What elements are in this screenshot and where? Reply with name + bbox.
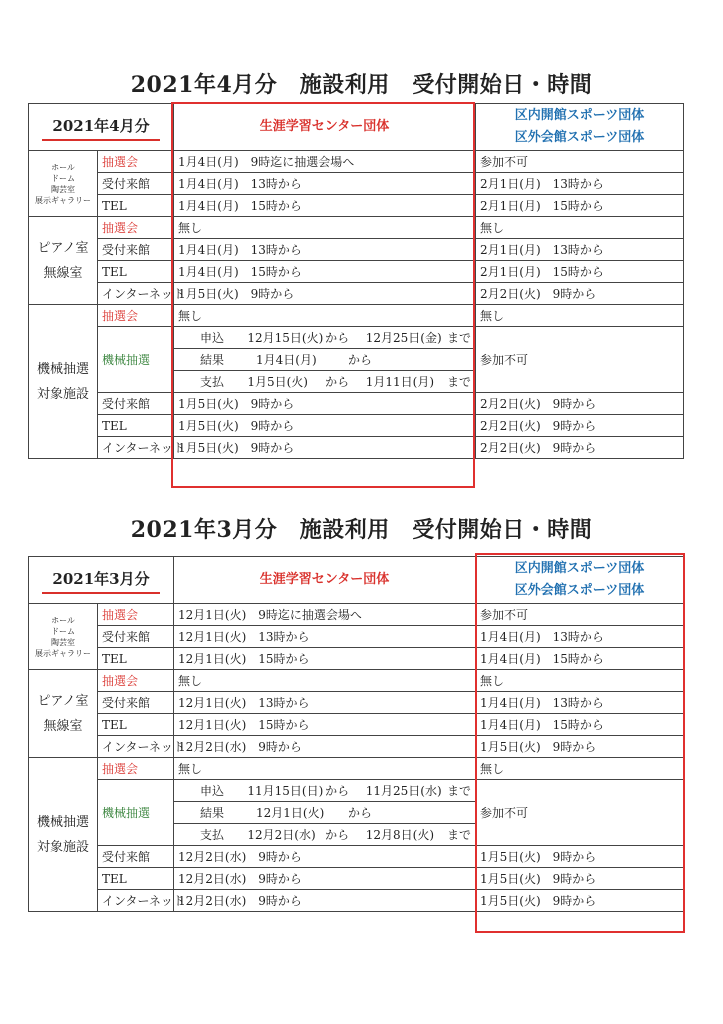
machine-step-label: 申込 [200, 784, 225, 798]
table-row [29, 239, 684, 261]
table-row [29, 195, 684, 217]
method-cell: 抽選会 [98, 151, 174, 173]
table-row [29, 846, 684, 868]
method-cell: 抽選会 [98, 604, 174, 626]
machine-step-from: から [325, 828, 350, 842]
center-schedule-cell: 12月1日(火) 13時から [174, 692, 476, 714]
machine-step-until: まで [446, 331, 471, 345]
method-cell: 抽選会 [98, 217, 174, 239]
center-group-header: 生涯学習センター団体 [174, 557, 476, 604]
method-cell: 抽選会 [98, 758, 174, 780]
center-schedule-cell: 無し [174, 305, 476, 327]
machine-step-from: から [325, 375, 350, 389]
table-row [29, 780, 684, 802]
machine-step-date: 12月8日(火) [365, 828, 435, 842]
machine-step-until: まで [446, 375, 471, 389]
sports-schedule-cell: 1月5日(火) 9時から [476, 890, 684, 912]
center-schedule-cell: 1月5日(火) 9時から [174, 283, 476, 305]
center-schedule-cell: 1月5日(火) 9時から [174, 393, 476, 415]
machine-schedule-cell [174, 824, 476, 846]
sports-schedule-cell: 2月2日(火) 9時から [476, 283, 684, 305]
facility-label-line: 展示ギャラリー [35, 648, 91, 658]
method-cell-machine: 機械抽選 [98, 327, 174, 393]
table-row [29, 670, 684, 692]
method-cell: インターネット [98, 283, 174, 305]
method-cell: TEL [98, 261, 174, 283]
sports-schedule-cell: 参加不可 [476, 780, 684, 846]
center-schedule-cell: 1月4日(月) 13時から [174, 239, 476, 261]
machine-schedule-cell [174, 349, 476, 371]
table-row [29, 437, 684, 459]
sports-header-line-1: 区内開館スポーツ団体 [514, 561, 645, 576]
center-schedule-cell: 12月1日(火) 15時から [174, 714, 476, 736]
sports-header-line-2: 区外会館スポーツ団体 [514, 130, 645, 145]
sports-schedule-cell: 参加不可 [476, 604, 684, 626]
machine-step-date: 11月25日(水) [365, 784, 442, 798]
method-cell: 抽選会 [98, 670, 174, 692]
center-schedule-cell: 1月4日(月) 13時から [174, 173, 476, 195]
sports-schedule-cell: 参加不可 [476, 151, 684, 173]
sports-schedule-cell: 2月2日(火) 9時から [476, 415, 684, 437]
table-row [29, 692, 684, 714]
facility-label-line: 対象施設 [36, 839, 89, 855]
machine-step-from: から [348, 806, 373, 820]
sports-schedule-cell: 参加不可 [476, 327, 684, 393]
machine-step-from: から [325, 784, 350, 798]
sports-schedule-cell: 1月4日(月) 13時から [476, 626, 684, 648]
machine-step-label: 支払 [200, 828, 225, 842]
center-schedule-cell: 1月4日(月) 15時から [174, 195, 476, 217]
sports-schedule-cell: 無し [476, 758, 684, 780]
table-row [29, 283, 684, 305]
center-schedule-cell: 無し [174, 758, 476, 780]
center-schedule-cell: 12月1日(火) 9時迄に抽選会場へ [174, 604, 476, 626]
table-row [29, 758, 684, 780]
facility-label-machine [29, 758, 98, 912]
machine-schedule-cell [174, 371, 476, 393]
machine-step-date: 12月2日(水) [247, 828, 316, 842]
machine-step-date: 12月25日(金) [365, 331, 442, 345]
sports-group-header [476, 104, 684, 151]
sports-schedule-cell: 2月2日(火) 9時から [476, 437, 684, 459]
month-label-cell [29, 104, 174, 151]
table-row [29, 604, 684, 626]
machine-step-label: 支払 [200, 375, 225, 389]
method-cell-machine: 機械抽選 [98, 780, 174, 846]
section1-title: 2021年4月分 施設利用 受付開始日・時間 [130, 72, 593, 98]
sports-schedule-cell: 無し [476, 305, 684, 327]
machine-schedule-cell [174, 780, 476, 802]
sports-schedule-cell: 2月1日(月) 15時から [476, 261, 684, 283]
table-row [29, 261, 684, 283]
table-header-row [29, 557, 684, 604]
facility-label-line: ホール [51, 162, 75, 172]
method-cell: TEL [98, 648, 174, 670]
sports-header-line-2: 区外会館スポーツ団体 [514, 583, 645, 598]
method-cell: TEL [98, 714, 174, 736]
section2-schedule-table [28, 556, 684, 912]
table-row [29, 736, 684, 758]
sports-schedule-cell: 1月5日(火) 9時から [476, 846, 684, 868]
sports-schedule-cell: 2月1日(月) 15時から [476, 195, 684, 217]
facility-label-line: ドーム [51, 626, 75, 636]
sports-schedule-cell: 1月4日(月) 15時から [476, 648, 684, 670]
method-cell: TEL [98, 868, 174, 890]
center-schedule-cell: 12月1日(火) 13時から [174, 626, 476, 648]
center-schedule-cell: 1月4日(月) 15時から [174, 261, 476, 283]
center-schedule-cell: 1月5日(火) 9時から [174, 437, 476, 459]
method-cell: 受付来館 [98, 692, 174, 714]
table-row [29, 327, 684, 349]
sports-schedule-cell: 2月1日(月) 13時から [476, 173, 684, 195]
machine-step-date: 1月4日(月) [256, 353, 317, 367]
center-schedule-cell: 無し [174, 217, 476, 239]
method-cell: インターネット [98, 736, 174, 758]
center-schedule-cell: 12月2日(水) 9時から [174, 868, 476, 890]
month-label-cell [29, 557, 174, 604]
facility-label-piano [29, 670, 98, 758]
machine-step-date: 12月1日(火) [256, 806, 325, 820]
table-row [29, 890, 684, 912]
center-schedule-cell: 1月4日(月) 9時迄に抽選会場へ [174, 151, 476, 173]
method-cell: TEL [98, 195, 174, 217]
facility-label-hall [29, 151, 98, 217]
method-cell: TEL [98, 415, 174, 437]
machine-step-date: 12月15日(火) [247, 331, 324, 345]
method-cell: 受付来館 [98, 626, 174, 648]
facility-label-line: ピアノ室 [37, 693, 89, 709]
sports-schedule-cell: 無し [476, 217, 684, 239]
table-row [29, 868, 684, 890]
facility-label-line: ドーム [51, 173, 75, 183]
method-cell: 受付来館 [98, 846, 174, 868]
method-cell: 受付来館 [98, 239, 174, 261]
table-header-row [29, 104, 684, 151]
sports-schedule-cell: 1月4日(月) 13時から [476, 692, 684, 714]
table-row [29, 217, 684, 239]
machine-step-until: まで [446, 784, 471, 798]
facility-label-line: 陶芸室 [51, 184, 75, 194]
machine-step-label: 結果 [200, 806, 225, 820]
sports-header-line-1: 区内開館スポーツ団体 [514, 108, 645, 123]
sports-schedule-cell: 2月2日(火) 9時から [476, 393, 684, 415]
center-group-header: 生涯学習センター団体 [174, 104, 476, 151]
section1-schedule-table [28, 103, 684, 459]
facility-label-line: 対象施設 [36, 386, 89, 402]
sports-schedule-cell: 1月5日(火) 9時から [476, 736, 684, 758]
month-label: 2021年3月分 [42, 566, 159, 594]
center-schedule-cell: 12月2日(水) 9時から [174, 736, 476, 758]
center-schedule-cell: 12月2日(水) 9時から [174, 890, 476, 912]
method-cell: インターネット [98, 890, 174, 912]
facility-label-line: ピアノ室 [37, 240, 89, 256]
machine-schedule-cell [174, 802, 476, 824]
table-row [29, 626, 684, 648]
facility-label-line: 無線室 [43, 718, 83, 734]
table-row [29, 648, 684, 670]
facility-label-line: 機械抽選 [36, 361, 89, 377]
machine-step-label: 結果 [200, 353, 225, 367]
machine-step-from: から [348, 353, 373, 367]
method-cell: 受付来館 [98, 393, 174, 415]
sports-schedule-cell: 1月5日(火) 9時から [476, 868, 684, 890]
facility-label-machine [29, 305, 98, 459]
table-row [29, 393, 684, 415]
sports-schedule-cell: 1月4日(月) 15時から [476, 714, 684, 736]
center-schedule-cell: 12月1日(火) 15時から [174, 648, 476, 670]
center-schedule-cell: 1月5日(火) 9時から [174, 415, 476, 437]
facility-label-line: ホール [51, 615, 75, 625]
table-row [29, 415, 684, 437]
facility-label-line: 無線室 [43, 265, 83, 281]
method-cell: 抽選会 [98, 305, 174, 327]
method-cell: インターネット [98, 437, 174, 459]
machine-step-until: まで [446, 828, 471, 842]
sports-group-header [476, 557, 684, 604]
facility-label-piano [29, 217, 98, 305]
month-label: 2021年4月分 [42, 113, 159, 141]
center-schedule-cell: 無し [174, 670, 476, 692]
center-schedule-cell: 12月2日(水) 9時から [174, 846, 476, 868]
machine-step-from: から [325, 331, 350, 345]
table-row [29, 173, 684, 195]
machine-step-label: 申込 [200, 331, 225, 345]
sports-schedule-cell: 無し [476, 670, 684, 692]
table-row [29, 714, 684, 736]
facility-label-line: 機械抽選 [36, 814, 89, 830]
sports-schedule-cell: 2月1日(月) 13時から [476, 239, 684, 261]
machine-step-date: 1月11日(月) [365, 375, 435, 389]
machine-step-date: 11月15日(日) [247, 784, 324, 798]
machine-schedule-cell [174, 327, 476, 349]
facility-label-line: 陶芸室 [51, 637, 75, 647]
method-cell: 受付来館 [98, 173, 174, 195]
facility-label-hall [29, 604, 98, 670]
machine-step-date: 1月5日(火) [247, 375, 308, 389]
table-row [29, 151, 684, 173]
section2-title: 2021年3月分 施設利用 受付開始日・時間 [130, 517, 593, 543]
table-row [29, 305, 684, 327]
facility-label-line: 展示ギャラリー [35, 195, 91, 205]
